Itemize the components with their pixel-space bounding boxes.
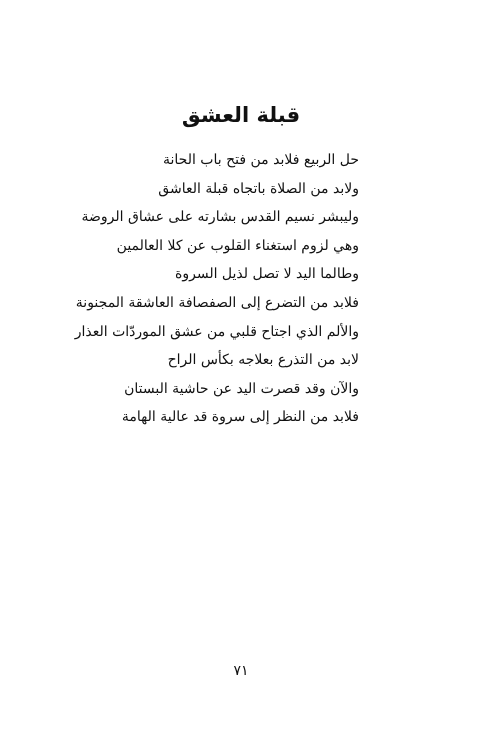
poem-verses — [74, 146, 359, 432]
page-number: ٧١ — [233, 663, 249, 679]
verse-line: ولابد من الصلاة باتجاه قبلة العاشق — [158, 180, 359, 197]
verse-line: وليبشر نسيم القدس بشارته على عشاق الروضة — [81, 209, 359, 226]
verse-line: والآن وقد قصرت اليد عن حاشية البستان — [124, 380, 359, 397]
poem-title: قبلة العشق — [181, 103, 301, 127]
verse-line: وطالما اليد لا تصل لذيل السروة — [175, 266, 359, 283]
verse-line: فلابد من النظر إلى سروة قد عالية الهامة — [121, 409, 359, 426]
verse-line: والألم الذي اجتاح قلبي من عشق الموردّات العذار — [74, 323, 359, 340]
verse-line: حل الربيع فلابد من فتح باب الحانة — [162, 152, 359, 168]
verse-line: لابد من التذرع بعلاجه بكأس الراح — [167, 352, 359, 369]
verse-line: فلابد من التضرع إلى الصفصافة العاشقة المجنونة — [75, 294, 359, 311]
verse-line: وهي لزوم استغناء القلوب عن كلا العالمين — [116, 237, 359, 254]
